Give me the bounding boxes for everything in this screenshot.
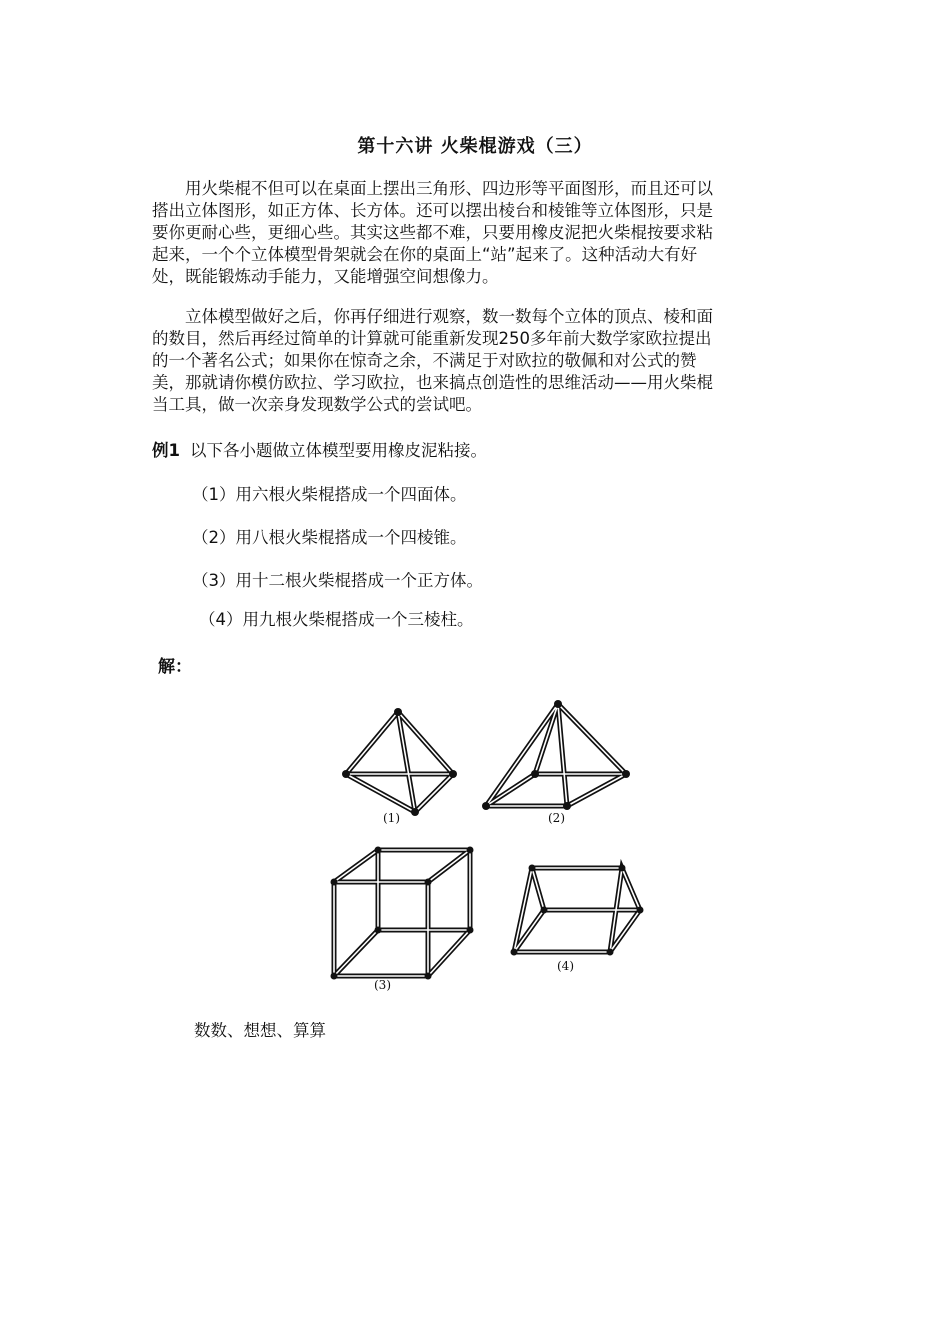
figure-caption-2: (2) [548,811,565,825]
text-line: 美，那就请你模仿欧拉、学习欧拉，也来搞点创造性的思维活动——用火柴棍 [152,373,713,392]
tetrahedron-figure [342,708,457,816]
example-item-4: （4）用九根火柴棍搭成一个三棱柱。 [199,610,474,629]
text-line: 立体模型做好之后，你再仔细进行观察，数一数每个立体的顶点、棱和面 [152,307,713,326]
example-heading [152,437,487,461]
solution-label: 解： [158,657,192,677]
page-title: 第十六讲 火柴棍游戏（三） [357,136,593,157]
intro-paragraph [152,178,802,288]
figure-caption-3: (3) [374,978,391,992]
euler-paragraph [152,306,802,416]
text-line: 当工具，做一次亲身发现数学公式的尝试吧。 [152,395,482,414]
text-line: 的数目，然后再经过简单的计算就可能重新发现250多年前大数学家欧拉提出 [152,329,712,348]
square-pyramid-figure [482,700,630,810]
text-line: 用火柴棍不但可以在桌面上摆出三角形、四边形等平面图形，而且还可以 [152,179,713,198]
example-item-3: （3）用十二根火柴棍搭成一个正方体。 [192,571,483,590]
text-line: 的一个著名公式；如果你在惊奇之余，不满足于对欧拉的敬佩和对公式的赞 [152,351,697,370]
cube-figure [331,847,474,980]
closing-text: 数数、想想、算算 [194,1021,326,1040]
figure-caption-1: (1) [383,811,400,825]
text-line: 起来，一个个立体模型骨架就会在你的桌面上“站”起来了。这种活动大有好 [152,245,698,264]
figures-svg [320,690,660,1000]
example-text: 以下各小题做立体模型要用橡皮泥粘接。 [189,441,487,460]
example-item-2: （2）用八根火柴棍搭成一个四棱锥。 [192,528,467,547]
text-line: 处，既能锻炼动手能力，又能增强空间想像力。 [152,267,499,286]
triangular-prism-figure [511,865,644,956]
text-line: 要你更耐心些，更细心些。其实这些都不难，只要用橡皮泥把火柴棍按要求粘 [152,223,713,242]
example-item-1: （1）用六根火柴棍搭成一个四面体。 [192,485,467,504]
example-label: 例1 [152,441,180,460]
figure-caption-4: (4) [557,959,574,973]
text-line: 搭出立体图形，如正方体、长方体。还可以摆出棱台和棱锥等立体图形，只是 [152,201,713,220]
matchstick-figures [320,690,660,1000]
